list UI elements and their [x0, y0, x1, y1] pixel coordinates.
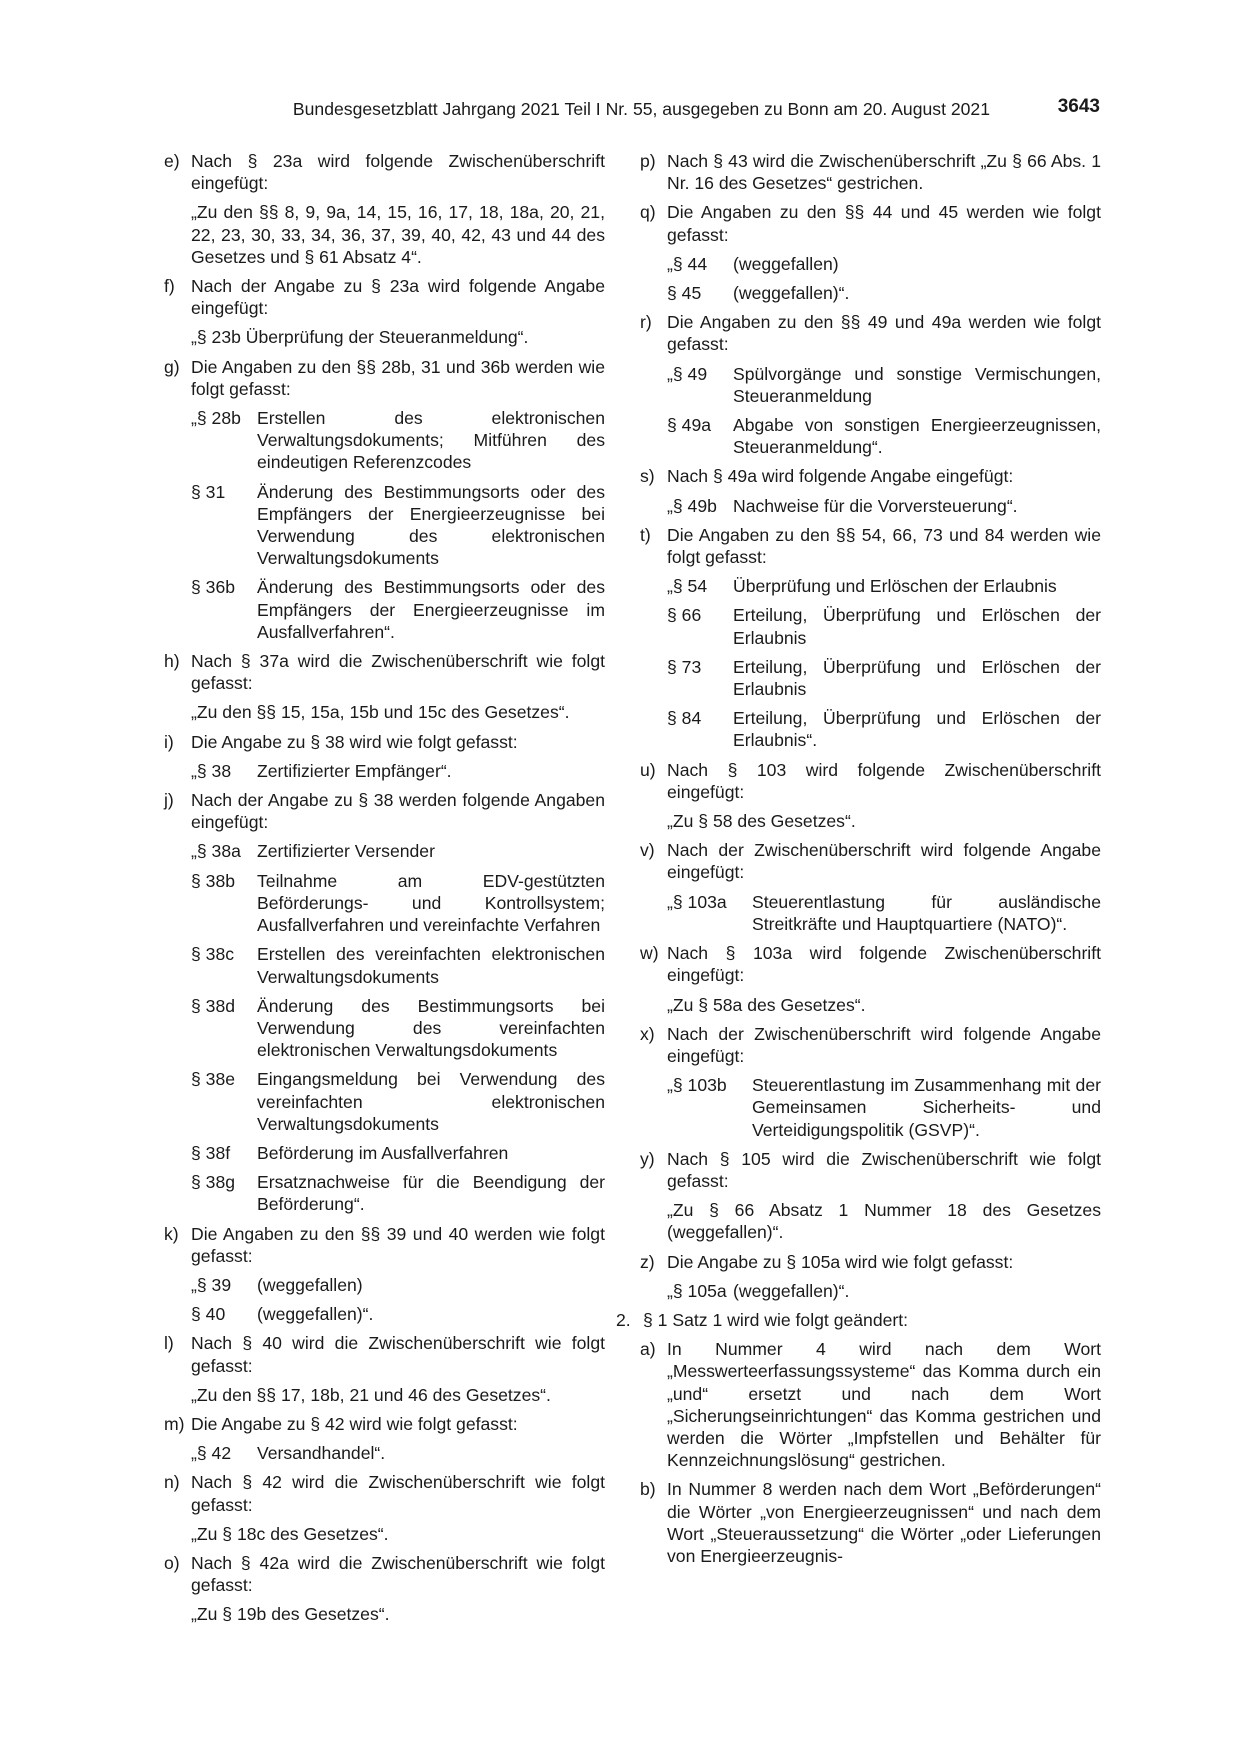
entry-section: „§ 28b [191, 408, 241, 429]
list-item [164, 1552, 605, 1626]
list-item [640, 1478, 1101, 1567]
entry-list [191, 407, 605, 643]
entry-title: Steuerentlastung im Zusammenhang mit der Gemeinsamen Sicherheits- und Verteidigungspolitik (GSVP)“. [752, 1075, 1101, 1140]
item-label: h) [164, 651, 180, 672]
entry-title: (weggefallen) [257, 1274, 363, 1295]
entry-title: Beförderung im Ausfallverfahren [257, 1142, 509, 1163]
list-item [164, 789, 605, 1215]
entry-row [191, 1171, 605, 1215]
item-text: Die Angabe zu § 42 wird wie folgt gefasst: [191, 1413, 518, 1434]
item-text: Die Angaben zu den §§ 44 und 45 werden wie folgt gefasst: [667, 202, 1101, 245]
item-text: Die Angaben zu den §§ 54, 66, 73 und 84 werden wie folgt gefasst: [667, 524, 1101, 568]
entry-row [191, 1442, 605, 1464]
item-text: Nach § 105 wird die Zwischenüberschrift wie folgt gefasst: [667, 1148, 1101, 1191]
entry-list [191, 760, 605, 782]
item-label: y) [640, 1148, 655, 1169]
list-item [164, 1413, 605, 1464]
entry-title: Änderung des Bestimmungsorts oder des Empfängers der Energieerzeugnisse im Ausfallverfahren“. [257, 577, 605, 642]
item-text: Die Angabe zu § 38 wird wie folgt gefasst: [191, 731, 518, 752]
item-label: b) [640, 1479, 656, 1500]
entry-row [667, 1280, 1101, 1302]
item-text: Die Angaben zu den §§ 49 und 49a werden wie folgt gefasst: [667, 312, 1101, 355]
entry-row [191, 995, 605, 1062]
entry-list [667, 495, 1101, 517]
entry-list [191, 1442, 605, 1464]
entry-title: Erstellen des vereinfachten elektronischen Verwaltungsdokuments [257, 944, 605, 987]
entry-title: Überprüfung und Erlöschen der Erlaubnis [733, 576, 1057, 597]
list-item [164, 1223, 605, 1326]
entry-title: Änderung des Bestimmungsorts oder des Empfängers der Energieerzeugnisse bei Verwendung des elektronischen Verwaltungsdokuments [257, 481, 605, 569]
item-text: Nach § 23a wird folgende Zwischenüberschrift eingefügt: [191, 151, 605, 194]
list-item [164, 650, 605, 724]
entry-row [667, 604, 1101, 648]
quoted-heading: „Zu § 58 des Gesetzes“. [667, 811, 856, 832]
item-label: i) [164, 731, 174, 752]
item-text: Nach der Angabe zu § 23a wird folgende Angabe eingefügt: [191, 276, 605, 319]
item-label: o) [164, 1552, 180, 1573]
entry-list [191, 1274, 605, 1325]
list-item [640, 465, 1101, 516]
entry-section: § 36b [191, 577, 236, 598]
entry-section: „§ 49 [667, 363, 708, 384]
item-label: 2. [616, 1309, 631, 1330]
entry-section: „§ 105a [667, 1280, 727, 1301]
item-label: x) [640, 1023, 655, 1044]
item-label: l) [164, 1333, 174, 1354]
item-label: j) [164, 790, 174, 811]
entry-title: Zertifizierter Versender [257, 841, 435, 862]
item-text: Nach § 103 wird folgende Zwischenüberschrift eingefügt: [667, 759, 1101, 802]
entry-section: § 38e [191, 1069, 236, 1090]
item-label: r) [640, 312, 652, 333]
entry-section: § 73 [667, 656, 702, 677]
entry-list [667, 891, 1101, 935]
item-text: Nach § 40 wird die Zwischenüberschrift wie folgt gefasst: [191, 1333, 605, 1376]
list-item [640, 1338, 1101, 1471]
item-text: Nach der Angabe zu § 38 werden folgende Angaben eingefügt: [191, 790, 605, 833]
list-item [640, 524, 1101, 752]
item-text: Nach § 43 wird die Zwischenüberschrift „Zu § 66 Abs. 1 Nr. 16 des Gesetzes“ gestrichen. [667, 151, 1101, 194]
entry-row [667, 282, 1101, 304]
list-item-2 [616, 1309, 1101, 1567]
item-label: m) [164, 1413, 185, 1434]
entry-section: „§ 38a [191, 841, 241, 862]
entry-row [191, 1068, 605, 1135]
left-column [164, 150, 605, 1633]
entry-row [667, 891, 1101, 935]
entry-row [667, 363, 1101, 407]
entry-row [667, 1074, 1101, 1141]
entry-section: „§ 39 [191, 1274, 232, 1295]
item-text: Die Angaben zu den §§ 28b, 31 und 36b werden wie folgt gefasst: [191, 356, 605, 399]
entry-section: § 38d [191, 995, 236, 1016]
entry-title: (weggefallen)“. [733, 1280, 850, 1301]
entry-section: „§ 38 [191, 760, 232, 781]
entry-list [667, 1280, 1101, 1302]
entry-section: § 38b [191, 870, 236, 891]
entry-row [667, 575, 1101, 597]
entry-title: Spülvorgänge und sonstige Vermischungen, Steueranmeldung [733, 363, 1101, 406]
quoted-heading: „Zu § 18c des Gesetzes“. [191, 1523, 389, 1544]
page-number: 3643 [1057, 96, 1100, 117]
item-text: Nach § 42a wird die Zwischenüberschrift wie folgt gefasst: [191, 1552, 605, 1596]
item-label: s) [640, 466, 655, 487]
entry-section: § 45 [667, 283, 702, 304]
entry-title: Erstellen des elektronischen Verwaltungsdokuments; Mitführen des eindeutigen Referenzcodes [257, 408, 605, 473]
entry-row [667, 656, 1101, 700]
item-text: Die Angaben zu den §§ 39 und 40 werden wie folgt gefasst: [191, 1223, 605, 1266]
entry-section: „§ 103b [667, 1075, 727, 1096]
list-item [640, 150, 1101, 194]
item-text: Die Angabe zu § 105a wird wie folgt gefasst: [667, 1251, 1014, 1272]
entry-section: § 66 [667, 605, 702, 626]
item-label: w) [640, 943, 659, 964]
entry-row [191, 870, 605, 937]
entry-section: „§ 44 [667, 253, 708, 274]
entry-row [667, 495, 1101, 517]
entry-title: Erteilung, Überprüfung und Erlöschen der Erlaubnis [733, 605, 1101, 648]
quoted-heading: „Zu § 58a des Gesetzes“. [667, 994, 866, 1015]
entry-section: § 31 [191, 481, 226, 502]
quoted-heading: „Zu den §§ 8, 9, 9a, 14, 15, 16, 17, 18, 18a, 20, 21, 22, 23, 30, 33, 34, 36, 37, 39, 40, 42, 43 und 44 des Gesetzes und § 61 Absatz 4“. [191, 202, 605, 267]
entry-title: Eingangsmeldung bei Verwendung des vereinfachten elektronischen Verwaltungsdokuments [257, 1069, 605, 1134]
entry-row [667, 707, 1101, 751]
entry-row [667, 414, 1101, 458]
item-label: t) [640, 524, 651, 545]
item-text: § 1 Satz 1 wird wie folgt geändert: [643, 1309, 909, 1330]
item-text: Nach der Zwischenüberschrift wird folgende Angabe eingefügt: [667, 840, 1101, 883]
entry-section: „§ 103a [667, 891, 727, 912]
list-item [640, 201, 1101, 304]
entry-row [191, 1303, 605, 1325]
entry-list [667, 575, 1101, 751]
entry-title: Zertifizierter Empfänger“. [257, 760, 452, 781]
item-text: Nach § 37a wird die Zwischenüberschrift wie folgt gefasst: [191, 651, 605, 694]
item-label: q) [640, 202, 656, 223]
entry-row [191, 481, 605, 570]
header-title: Bundesgesetzblatt Jahrgang 2021 Teil I Nr. 55, ausgegeben zu Bonn am 20. August 2021 [292, 99, 990, 119]
entry-title: Steuerentlastung für ausländische Streitkräfte und Hauptquartiere (NATO)“. [752, 891, 1101, 934]
item-label: v) [640, 840, 655, 861]
item-text: Nach § 103a wird folgende Zwischenüberschrift eingefügt: [667, 943, 1101, 986]
list-item [164, 1471, 605, 1545]
entry-title: Änderung des Bestimmungsorts bei Verwendung des vereinfachten elektronischen Verwaltungsdokuments [257, 995, 605, 1061]
entry-section: „§ 49b [667, 495, 717, 516]
entry-list [667, 253, 1101, 304]
item-text: In Nummer 4 wird nach dem Wort „Messwerteerfassungssysteme“ das Komma durch ein „und“ ersetzt und nach dem Wort „Sicherungseinrichtungen“ das Komma gestrichen und werden die Wörter „Impfstellen und Behälter für Kennzeichnungslösung“ gestrichen. [667, 1339, 1101, 1471]
entry-section: § 40 [191, 1304, 226, 1325]
entry-section: § 38g [191, 1172, 236, 1193]
entry-title: (weggefallen)“. [733, 283, 850, 304]
item-label: u) [640, 759, 656, 780]
item-label: n) [164, 1472, 180, 1493]
item-label: p) [640, 151, 656, 171]
item-label: g) [164, 356, 180, 377]
list-item [164, 731, 605, 782]
entry-title: (weggefallen) [733, 253, 839, 274]
entry-row [191, 576, 605, 643]
entry-list [191, 840, 605, 1215]
entry-section: § 49a [667, 415, 712, 436]
list-item [640, 839, 1101, 935]
list-item [164, 150, 605, 268]
entry-row [191, 407, 605, 474]
entry-row [191, 943, 605, 987]
entry-title: Ersatznachweise für die Beendigung der Beförderung“. [257, 1172, 605, 1215]
entry-row [191, 760, 605, 782]
quoted-heading: „Zu § 66 Absatz 1 Nummer 18 des Gesetzes (weggefallen)“. [667, 1200, 1101, 1243]
item-text: In Nummer 8 werden nach dem Wort „Beförderungen“ die Wörter „von Energieerzeugnissen“ und nach dem Wort „Steueraussetzung“ die Wörter „oder Lieferungen von Energieerzeugnis- [667, 1479, 1101, 1566]
entry-section: „§ 42 [191, 1443, 232, 1464]
item-text: Nach § 42 wird die Zwischenüberschrift wie folgt gefasst: [191, 1472, 605, 1515]
entry-row [667, 253, 1101, 275]
entry-section: § 84 [667, 708, 702, 729]
item-text: Nach § 49a wird folgende Angabe eingefügt: [667, 466, 1014, 487]
entry-title: Versandhandel“. [257, 1443, 386, 1464]
entry-title: Erteilung, Überprüfung und Erlöschen der Erlaubnis [733, 656, 1101, 700]
list-item [640, 942, 1101, 1016]
entry-row [191, 1142, 605, 1164]
entry-list [667, 363, 1101, 459]
list-item [640, 759, 1101, 833]
right-column [616, 150, 1101, 1574]
item-label: a) [640, 1339, 656, 1360]
quoted-heading: „Zu den §§ 15, 15a, 15b und 15c des Gesetzes“. [191, 702, 570, 723]
item-label: z) [640, 1251, 655, 1272]
list-item [640, 1251, 1101, 1302]
list-item [164, 275, 605, 349]
page-header [0, 98, 1100, 124]
entry-title: Erteilung, Überprüfung und Erlöschen der Erlaubnis“. [733, 708, 1101, 751]
quoted-heading: „§ 23b Überprüfung der Steueranmeldung“. [191, 327, 529, 348]
entry-list [667, 1074, 1101, 1141]
entry-row [191, 1274, 605, 1296]
entry-title: Nachweise für die Vorversteuerung“. [733, 495, 1018, 516]
list-item [640, 311, 1101, 458]
item-label: f) [164, 276, 175, 297]
entry-section: § 38f [191, 1142, 231, 1163]
list-item [164, 356, 605, 643]
quoted-heading: „Zu § 19b des Gesetzes“. [191, 1604, 390, 1625]
entry-title: Teilnahme am EDV-gestützten Beförderungs- und Kontrollsystem; Ausfallverfahren und vereinfachte Verfahren [257, 870, 605, 936]
list-item [640, 1023, 1101, 1141]
quoted-heading: „Zu den §§ 17, 18b, 21 und 46 des Gesetzes“. [191, 1384, 551, 1405]
item-label: k) [164, 1223, 179, 1244]
list-item [640, 1148, 1101, 1244]
item-text: Nach der Zwischenüberschrift wird folgende Angabe eingefügt: [667, 1023, 1101, 1066]
item-label: e) [164, 151, 180, 171]
entry-row [191, 840, 605, 862]
entry-title: (weggefallen)“. [257, 1304, 374, 1325]
list-item [164, 1332, 605, 1406]
entry-title: Abgabe von sonstigen Energieerzeugnissen, Steueranmeldung“. [733, 415, 1101, 458]
entry-section: „§ 54 [667, 576, 708, 597]
entry-section: § 38c [191, 944, 235, 965]
